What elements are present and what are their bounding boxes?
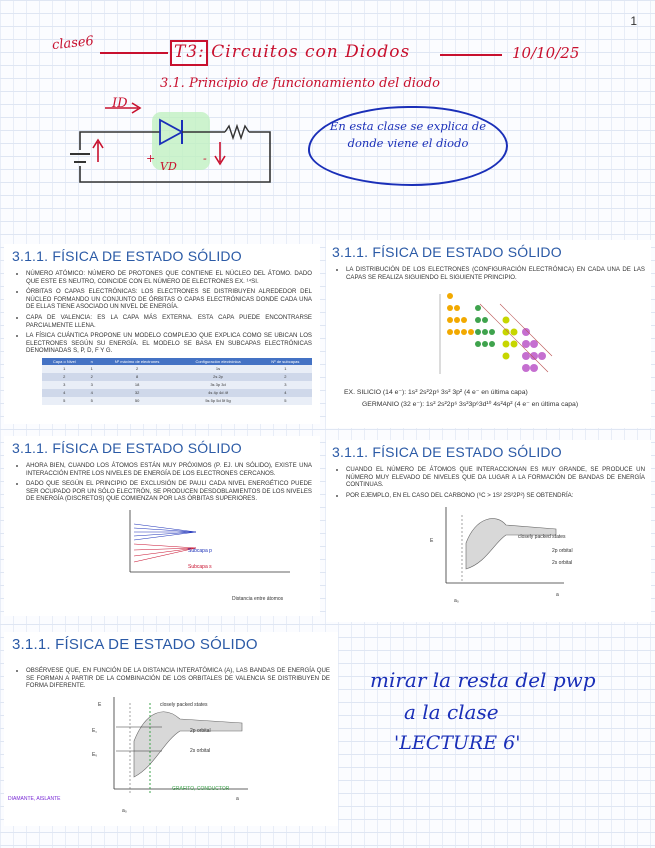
carbon-band-figure <box>436 503 566 593</box>
bullet-item: • ÓRBITAS O CAPAS ELECTRÓNICAS: LOS ELECTRONES SE DISTRIBUYEN ALREDEDOR DEL NÚCLEO FORMANDO UN CONJUNTO DE ÓRBITAS O CAPAS ELECTRÓNICAS DONDE CADA UNA DE ELLAS TIENE ASOCIADO UN NIVEL DE ENERGÍA. <box>26 288 312 311</box>
table-header: Nº de subcapas <box>259 358 312 365</box>
voltage-minus: - <box>203 152 207 165</box>
table-cell: 3 <box>87 381 97 389</box>
bullet-item: • CAPA DE VALENCIA: ES LA CAPA MÁS EXTERNA. ESTA CAPA PUEDE ENCONTRARSE PARCIALMENTE LLENA. <box>26 314 312 329</box>
table-cell: 5 <box>42 397 87 405</box>
label-subcapa-s: Subcapa s <box>188 564 212 570</box>
table-row <box>42 373 312 381</box>
label-graphite-conductor: GRAFITO, CONDUCTOR <box>172 786 230 792</box>
label-2s-orbital: 2s orbital <box>552 560 573 566</box>
slide-title: 3.1.1. FÍSICA DE ESTADO SÓLIDO <box>332 244 562 260</box>
note-top-text: En esta clase se explica de donde viene el diodo <box>329 119 487 150</box>
section-subtitle: 3.1. Principio de funcionamiento del diodo <box>160 76 440 91</box>
table-cell: 2 <box>97 365 177 373</box>
table-header: Configuración electrónica <box>177 358 258 365</box>
header-date: 10/10/25 <box>512 44 580 62</box>
table-cell: 5 <box>87 397 97 405</box>
table-cell: 18 <box>97 381 177 389</box>
bullet-item: • AHORA BIEN, CUANDO LOS ÁTOMOS ESTÁN MUY PRÓXIMOS (P. EJ. UN SÓLIDO), EXISTE UNA INTERACCIÓN ENTRE LOS NIVELES DE ENERGÍA DE LOS ELECTRONES CERCANOS. <box>26 462 312 477</box>
label-a0: a₀ <box>454 598 459 604</box>
bullet-item: • DADO QUE SEGÚN EL PRINCIPIO DE EXCLUSIÓN DE PAULI CADA NIVEL ENERGÉTICO PUEDE SER OCUPADO POR UN SÓLO ELECTRÓN, SE PRODUCEN DESDOBLAMIENTOS DE LOS NIVELES DE ENERGÍA (DISCRETOS) QUE COMIENZAN POR LAS ÓRBITAS SUPERIORES. <box>26 480 312 503</box>
table-cell: 4 <box>42 389 87 397</box>
label-closely-packed: closely packed states <box>160 702 208 708</box>
bullet-item: • CUANDO EL NÚMERO DE ÁTOMOS QUE INTERACCIONAN ES MUY GRANDE, SE PRODUCE UN NÚMERO MUY ELEVADO DE NIVELES QUE DA LUGAR A LA FORMACIÓN DE BANDAS DE ENERGÍA CONTINUAS. <box>346 466 645 489</box>
table-header: Nº máximo de electrones <box>97 358 177 365</box>
label-2p-orbital: 2p orbital <box>552 548 573 554</box>
table-cell: 1s <box>177 365 258 373</box>
label-distance: Distancia entre átomos <box>232 596 284 602</box>
current-label: ID <box>112 96 128 111</box>
label-distance-axis: a <box>556 592 559 598</box>
header-title: T3: Circuitos con Diodos <box>174 42 411 62</box>
label-energy-axis: E <box>430 538 434 544</box>
table-cell: 2s 2p <box>177 373 258 381</box>
table-cell: 4s 4p 4d 4f <box>177 389 258 397</box>
bullet-item: • LA FÍSICA CUÁNTICA PROPONE UN MODELO COMPLEJO QUE EXPLICA COMO SE UBICAN LOS ELECTRONES SEGÚN SU ENERGÍA. EL MODELO SE BASA EN SUBCAPAS ELECTRÓNICAS DENOMINADAS S, P, D, F Y G. <box>26 332 312 355</box>
table-row <box>42 365 312 373</box>
label-distance-axis: a <box>236 796 239 802</box>
label-diamond-insulator: DIAMANTE, AISLANTE <box>8 796 61 802</box>
label-closely-packed: closely packed states <box>518 534 566 540</box>
table-cell: 1 <box>42 365 87 373</box>
table-cell: 2 <box>42 373 87 381</box>
voltage-label: VD <box>160 160 177 173</box>
config-line-silicon: EX. SILICIO (14 e⁻): 1s² 2s²2p⁶ 3s² 3p² (4 e⁻ en última capa) <box>344 389 528 397</box>
diode-circuit-sketch <box>60 90 300 200</box>
slide-pauli-exclusion <box>4 436 320 616</box>
slide-electron-configuration <box>326 240 651 428</box>
table-cell: 1 <box>259 365 312 373</box>
class-label: clase6 <box>51 33 95 54</box>
table-cell: 3 <box>259 381 312 389</box>
slide-title: 3.1.1. FÍSICA DE ESTADO SÓLIDO <box>12 248 242 264</box>
table-row <box>42 397 312 405</box>
table-cell: 32 <box>97 389 177 397</box>
label-energy-axis: E <box>98 702 102 708</box>
table-cell: 5 <box>259 397 312 405</box>
table-header: Capa o Nivel <box>42 358 87 365</box>
table-cell: 4 <box>259 389 312 397</box>
table-cell: 2 <box>259 373 312 381</box>
table-cell: 1 <box>87 365 97 373</box>
slide-atomic-structure <box>4 244 320 424</box>
note-bottom-line-1: mirar la resta del pwp <box>370 668 596 692</box>
page-number: 1 <box>630 14 637 28</box>
subshell-table <box>42 358 312 405</box>
slide-energy-bands <box>326 440 651 622</box>
aufbau-diagram <box>420 284 560 384</box>
slide-title: 3.1.1. FÍSICA DE ESTADO SÓLIDO <box>332 444 562 460</box>
table-cell: 3 <box>42 381 87 389</box>
table-header: n <box>87 358 97 365</box>
header-line-right <box>440 54 502 56</box>
table-cell: 2 <box>87 373 97 381</box>
table-cell: 3s 3p 3d <box>177 381 258 389</box>
subshell-table-wrap <box>42 358 312 405</box>
table-row <box>42 389 312 397</box>
note-bottom-line-2: a la clase <box>404 700 499 724</box>
label-conduction-level: E꜀ <box>92 728 98 734</box>
slide-title: 3.1.1. FÍSICA DE ESTADO SÓLIDO <box>12 636 258 653</box>
bullet-item: • POR EJEMPLO, EN EL CASO DEL CARBONO (⁶C > 1S² 2S²2P²) SE OBTENDRÍA: <box>346 492 645 500</box>
label-2p-orbital: 2p orbital <box>190 728 211 734</box>
header-title-box <box>170 40 208 66</box>
table-cell: 5s 5p 5d 5f 5g <box>177 397 258 405</box>
table-cell: 8 <box>97 373 177 381</box>
bullet-item: • LA DISTRIBUCIÓN DE LOS ELECTRONES (CONFIGURACIÓN ELECTRÓNICA) EN CADA UNA DE LAS CAPAS SE REALIZA SIGUIENDO EL SIGUIENTE PRINCIPIO. <box>346 266 645 281</box>
label-subcapa-p: Subcapa p <box>188 548 212 554</box>
table-cell: 4 <box>87 389 97 397</box>
header-line-left <box>100 52 168 54</box>
label-2s-orbital: 2s orbital <box>190 748 211 754</box>
label-valence-level: Eᵥ <box>92 752 97 758</box>
slide-title: 3.1.1. FÍSICA DE ESTADO SÓLIDO <box>12 440 242 456</box>
table-row <box>42 381 312 389</box>
table-cell: 50 <box>97 397 177 405</box>
voltage-plus: + <box>146 152 156 165</box>
bullet-item: • NÚMERO ATÓMICO: NÚMERO DE PROTONES QUE CONTIENE EL NÚCLEO DEL ÁTOMO. DADO QUE ESTE ES NEUTRO, COINCIDE CON EL NÚMERO DE ELECTRONES EX. ¹⁴SI. <box>26 270 312 285</box>
slide-interatomic-distance <box>4 632 338 826</box>
config-line-germanium: GERMANIO (32 e⁻): 1s² 2s²2p⁶ 3s²3p⁶3d¹⁰ 4s²4p² (4 e⁻ en última capa) <box>362 401 579 409</box>
label-a0: a₀ <box>122 808 127 814</box>
bullet-item: • OBSÉRVESE QUE, EN FUNCIÓN DE LA DISTANCIA INTERATÓMICA (A), LAS BANDAS DE ENERGÍA QUE SE FORMAN A PARTIR DE LA COMBINACIÓN DE LOS ORBITALES DE VALENCIA SE DISTRIBUYEN DE FORMA DIFERENTE. <box>26 667 330 690</box>
note-bottom-line-3: 'LECTURE 6' <box>394 732 521 754</box>
